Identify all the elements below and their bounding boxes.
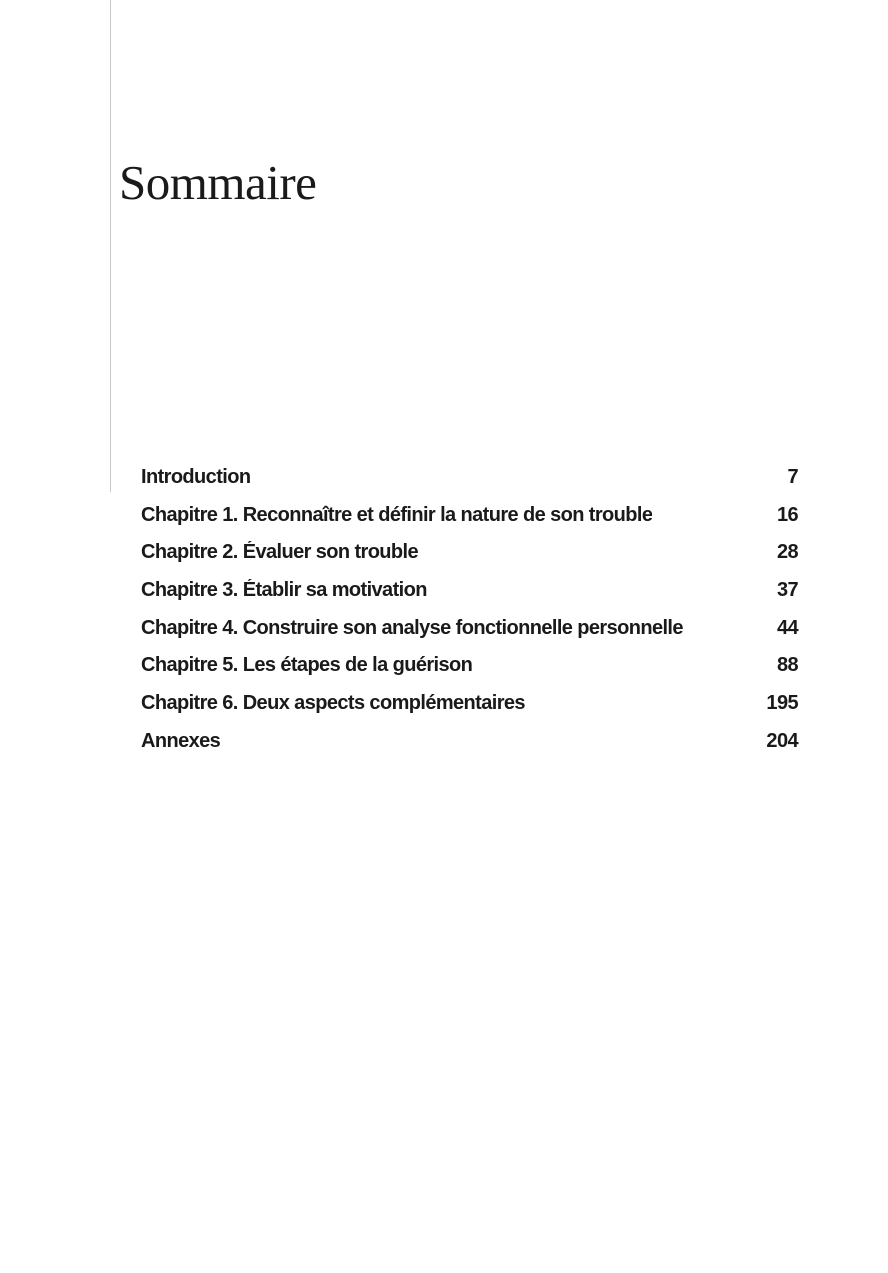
toc-entry-page: 204 <box>766 729 798 752</box>
toc-entry-chapitre-2[interactable] <box>141 541 798 579</box>
toc-entry-chapitre-6[interactable] <box>141 692 798 730</box>
toc-entry-title: Chapitre 3. Établir sa motivation <box>141 579 427 602</box>
toc-entry-title: Introduction <box>141 466 251 488</box>
toc-entry-chapitre-3[interactable] <box>141 579 798 617</box>
toc-entry-page: 16 <box>776 503 798 526</box>
toc-entry-page: 44 <box>776 616 798 639</box>
toc-entry-annexes[interactable] <box>141 730 798 768</box>
toc-entry-page: 7 <box>787 466 798 488</box>
toc-entry-title: Chapitre 1. Reconnaître et définir la nature de son trouble <box>141 503 653 526</box>
toc-entry-title: Annexes <box>141 729 221 752</box>
toc-entry-introduction[interactable] <box>141 466 798 504</box>
toc-entry-page: 195 <box>766 692 798 715</box>
toc-entry-page: 28 <box>776 541 798 564</box>
toc-entry-page: 88 <box>776 654 798 677</box>
margin-rule <box>110 0 111 492</box>
table-of-contents <box>141 466 798 768</box>
toc-entry-title: Chapitre 2. Évaluer son trouble <box>141 541 419 564</box>
toc-entry-chapitre-5[interactable] <box>141 654 798 692</box>
toc-entry-page: 37 <box>776 579 798 602</box>
toc-entry-title: Chapitre 6. Deux aspects complémentaires <box>141 692 525 715</box>
toc-entry-chapitre-4[interactable] <box>141 617 798 655</box>
page-title: Sommaire <box>119 155 317 210</box>
toc-entry-title: Chapitre 5. Les étapes de la guérison <box>141 654 473 677</box>
toc-entry-chapitre-1[interactable] <box>141 504 798 542</box>
toc-entry-title: Chapitre 4. Construire son analyse fonctionnelle personnelle <box>141 616 683 639</box>
